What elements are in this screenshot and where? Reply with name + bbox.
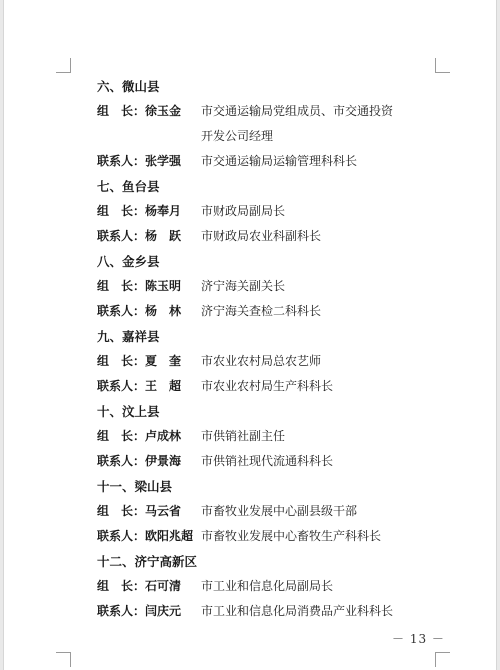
member-title-line: 开发公司经理 bbox=[201, 129, 274, 143]
member-name: 夏 奎 bbox=[145, 354, 182, 368]
member-title bbox=[201, 524, 437, 549]
member-role: 联系人： bbox=[97, 379, 146, 393]
member-role: 组 长： bbox=[97, 579, 146, 593]
county-section bbox=[97, 474, 437, 549]
crop-mark-top-left bbox=[56, 58, 71, 73]
section-heading: 六、微山县 bbox=[97, 79, 160, 94]
section-heading: 十一、梁山县 bbox=[97, 479, 173, 494]
member-name: 陈玉明 bbox=[145, 279, 182, 293]
member-title-line: 市畜牧业发展中心畜牧生产科科长 bbox=[201, 529, 382, 543]
county-section bbox=[97, 249, 437, 324]
member-title-line: 市工业和信息化局副局长 bbox=[201, 579, 334, 593]
member-row bbox=[97, 149, 437, 174]
member-name: 张学强 bbox=[145, 154, 182, 168]
county-section bbox=[97, 174, 437, 249]
member-role: 联系人： bbox=[97, 604, 146, 618]
member-role: 组 长： bbox=[97, 204, 146, 218]
member-name: 王 超 bbox=[145, 379, 182, 393]
member-row bbox=[97, 499, 437, 524]
member-role: 组 长： bbox=[97, 279, 146, 293]
section-heading: 九、嘉祥县 bbox=[97, 329, 160, 344]
member-row bbox=[97, 424, 437, 449]
member-title bbox=[201, 274, 437, 299]
county-section bbox=[97, 399, 437, 474]
member-role: 联系人： bbox=[97, 529, 146, 543]
member-title bbox=[201, 349, 437, 374]
member-name: 欧阳兆超 bbox=[145, 529, 194, 543]
crop-mark-bottom-right bbox=[435, 652, 450, 667]
member-title bbox=[201, 299, 437, 324]
section-heading: 十二、济宁高新区 bbox=[97, 554, 198, 569]
member-role: 联系人： bbox=[97, 229, 146, 243]
member-row bbox=[97, 274, 437, 299]
member-title-line: 济宁海关查检二科科长 bbox=[201, 304, 322, 318]
member-row bbox=[97, 199, 437, 224]
member-title-line: 市畜牧业发展中心副县级干部 bbox=[201, 504, 358, 518]
member-name: 伊景海 bbox=[145, 454, 182, 468]
member-title-line: 市财政局副局长 bbox=[201, 204, 286, 218]
member-title-line: 市交通运输局运输管理科科长 bbox=[201, 154, 358, 168]
member-role: 组 长： bbox=[97, 104, 146, 118]
member-title-line: 市交通运输局党组成员、市交通投资 bbox=[201, 104, 394, 118]
member-row bbox=[97, 449, 437, 474]
member-row bbox=[97, 524, 437, 549]
member-name: 杨奉月 bbox=[145, 204, 182, 218]
member-title-line: 市工业和信息化局消费品产业科科长 bbox=[201, 604, 394, 618]
member-title bbox=[201, 574, 437, 599]
county-section bbox=[97, 324, 437, 399]
member-title bbox=[201, 599, 437, 624]
member-name: 马云省 bbox=[145, 504, 182, 518]
member-role: 联系人： bbox=[97, 154, 146, 168]
member-title-line: 济宁海关副关长 bbox=[201, 279, 286, 293]
member-title-line: 市供销社现代流通科科长 bbox=[201, 454, 334, 468]
member-role: 联系人： bbox=[97, 304, 146, 318]
member-title bbox=[201, 499, 437, 524]
member-name: 杨 林 bbox=[145, 304, 182, 318]
member-row bbox=[97, 374, 437, 399]
member-title bbox=[201, 449, 437, 474]
member-title bbox=[201, 224, 437, 249]
member-name: 卢成林 bbox=[145, 429, 182, 443]
section-heading: 十、汶上县 bbox=[97, 404, 160, 419]
member-row bbox=[97, 599, 437, 624]
member-role: 联系人： bbox=[97, 454, 146, 468]
member-title bbox=[201, 374, 437, 399]
member-row bbox=[97, 299, 437, 324]
member-row bbox=[97, 574, 437, 599]
member-title-line: 市财政局农业科副科长 bbox=[201, 229, 322, 243]
county-section bbox=[97, 549, 437, 624]
crop-mark-top-right bbox=[435, 58, 450, 73]
member-title-line: 市农业农村局总农艺师 bbox=[201, 354, 322, 368]
member-row bbox=[97, 224, 437, 249]
member-title bbox=[201, 149, 437, 174]
member-name: 石可清 bbox=[145, 579, 182, 593]
member-name: 杨 跃 bbox=[145, 229, 182, 243]
section-heading: 七、鱼台县 bbox=[97, 179, 160, 194]
member-title bbox=[201, 199, 437, 224]
member-name: 闫庆元 bbox=[145, 604, 182, 618]
member-title-line: 市农业农村局生产科科长 bbox=[201, 379, 334, 393]
member-role: 组 长： bbox=[97, 354, 146, 368]
county-section bbox=[97, 74, 437, 174]
document-body bbox=[97, 74, 437, 624]
page-number: － 13 － bbox=[392, 632, 445, 646]
member-title bbox=[201, 99, 437, 149]
member-row bbox=[97, 349, 437, 374]
crop-mark-bottom-left bbox=[56, 652, 71, 667]
member-role: 组 长： bbox=[97, 429, 146, 443]
document-page bbox=[3, 0, 497, 670]
member-title-line: 市供销社副主任 bbox=[201, 429, 286, 443]
member-title bbox=[201, 424, 437, 449]
section-heading: 八、金乡县 bbox=[97, 254, 160, 269]
member-name: 徐玉金 bbox=[145, 104, 182, 118]
member-role: 组 长： bbox=[97, 504, 146, 518]
member-row bbox=[97, 99, 437, 149]
